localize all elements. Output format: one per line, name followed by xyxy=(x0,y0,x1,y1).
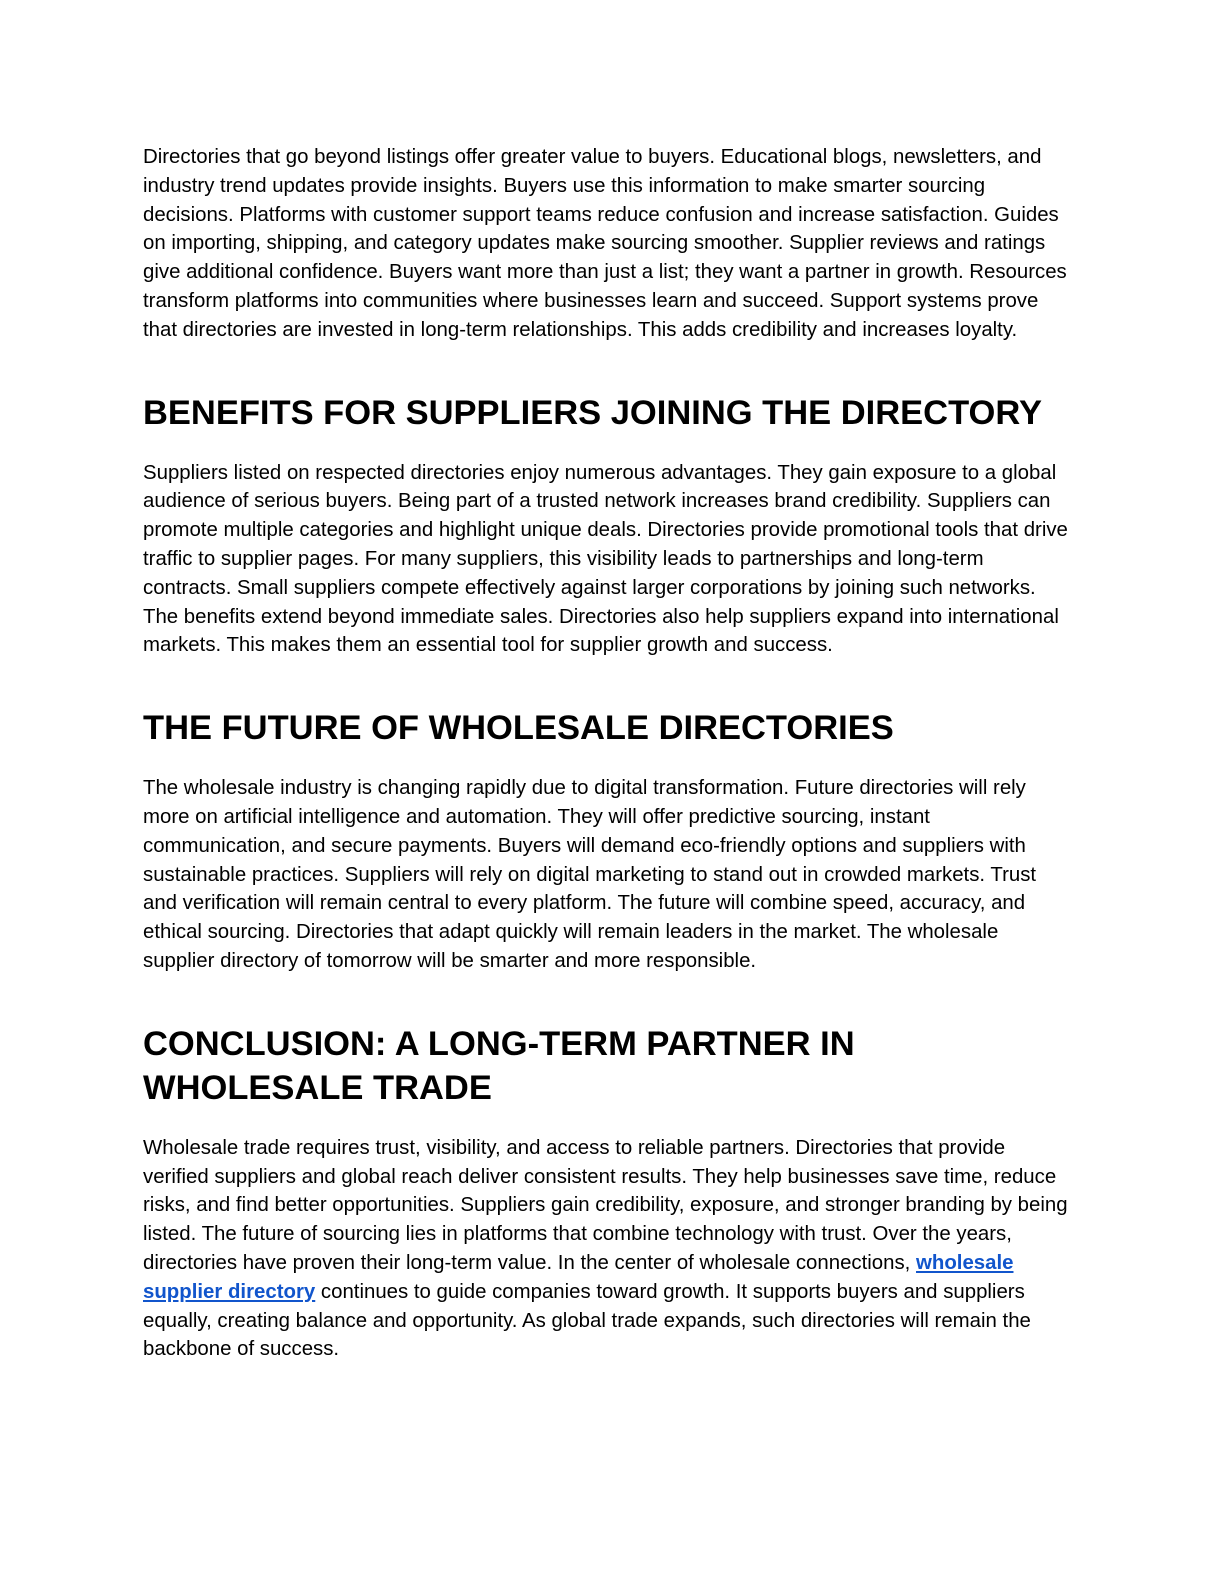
future-heading: THE FUTURE OF WHOLESALE DIRECTORIES xyxy=(143,709,894,748)
benefits-paragraph: Suppliers listed on respected directories enjoy numerous advantages. They gain exposure to a global audience of serious buyers. Being part of a trusted network increases brand credibility. Suppliers can promote multiple categories and highlight unique deals. Directories provide promotional tools that drive traffic to supplier pages. For many suppliers, this visibility leads to partnerships and long-term contracts. Small suppliers compete effectively against larger corporations by joining such networks. The benefits extend beyond immediate sales. Directories also help suppliers expand into international markets. This makes them an essential tool for supplier growth and success. xyxy=(143,461,1068,657)
future-paragraph: The wholesale industry is changing rapidly due to digital transformation. Future directories will rely more on artificial intelligence and automation. They will offer predictive sourcing, instant communication, and secure payments. Buyers will demand eco-friendly options and suppliers with sustainable practices. Suppliers will rely on digital marketing to stand out in crowded markets. Trust and verification will remain central to every platform. The future will combine speed, accuracy, and ethical sourcing. Directories that adapt quickly will remain leaders in the market. The wholesale supplier directory of tomorrow will be smarter and more responsible. xyxy=(143,777,1037,972)
document-page xyxy=(143,143,1073,1364)
intro-paragraph: Directories that go beyond listings offer greater value to buyers. Educational blogs, newsletters, and industry trend updates provide insights. Buyers use this information to make smarter sourcing decisions. Platforms with customer support teams reduce confusion and increase satisfaction. Guides on importing, shipping, and category updates make sourcing smoother. Supplier reviews and ratings give additional confidence. Buyers want more than just a list; they want a partner in growth. Resources transform platforms into communities where businesses learn and succeed. Support systems prove that directories are invested in long-term relationships. This adds credibility and increases loyalty. xyxy=(143,146,1067,341)
conclusion-paragraph xyxy=(143,1134,1073,1364)
benefits-heading: BENEFITS FOR SUPPLIERS JOINING THE DIRECTORY xyxy=(143,393,1043,432)
conclusion-text-before-link: Wholesale trade requires trust, visibility, and access to reliable partners. Directories that provide verified suppliers and global reach deliver consistent results. They help businesses save time, reduce risks, and find better opportunities. Suppliers gain credibility, exposure, and stronger branding by being listed. The future of sourcing lies in platforms that combine technology with trust. Over the years, directories have proven their long-term value. In the center of wholesale connections, xyxy=(143,1136,1068,1274)
conclusion-heading: CONCLUSION: A LONG-TERM PARTNER IN WHOLESALE TRADE xyxy=(143,1024,855,1107)
wholesale-supplier-directory-link[interactable]: wholesale supplier directory xyxy=(143,1251,1014,1303)
conclusion-text-after-link: continues to guide companies toward growth. It supports buyers and suppliers equally, creating balance and opportunity. As global trade expands, such directories will remain the backbone of success. xyxy=(143,1280,1031,1361)
